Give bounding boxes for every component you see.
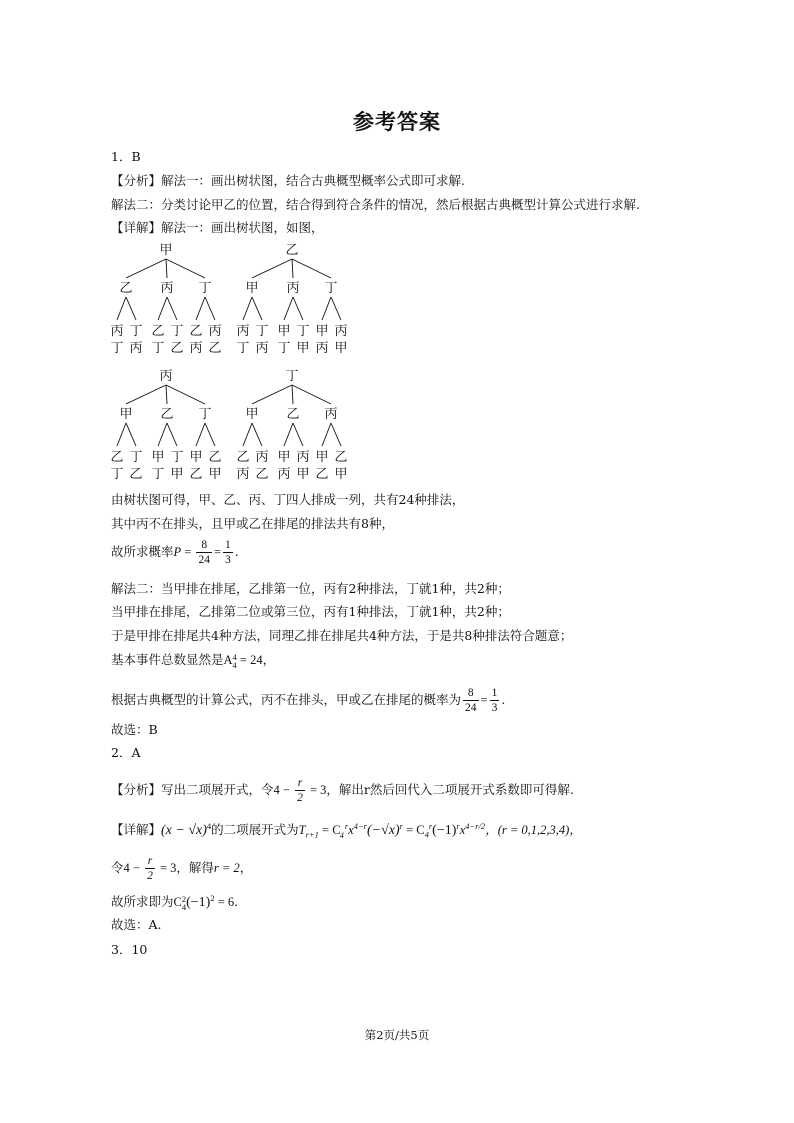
fraction-8-24 — [196, 538, 212, 567]
tree-node: 丙 — [286, 281, 300, 296]
term-symbol: T — [298, 823, 306, 838]
tree-branch — [331, 297, 341, 320]
comb-symbol: C — [173, 895, 182, 910]
tree-leaf: 乙 — [255, 467, 269, 482]
formula: = C — [318, 823, 341, 838]
tree-leaf: 丁 — [236, 341, 250, 356]
tree-node: 甲 — [245, 407, 259, 422]
tree-leaf: 乙 — [170, 341, 184, 356]
tree-leaf: 丁 — [151, 341, 165, 356]
tree-branch — [158, 423, 167, 446]
q1-line5: 当甲排在排尾，乙排第二位或第三位，丙有1种排法，丁就1种，共2种； — [111, 604, 510, 619]
tree-node: 乙 — [160, 407, 174, 422]
fraction-1-3 — [490, 686, 500, 715]
q1-answer: 故选：B — [111, 722, 158, 737]
tree-leaf: 丙 — [315, 341, 329, 356]
fraction-r-2 — [295, 776, 305, 805]
frac-num: 1 — [491, 687, 498, 699]
neg-one: (−1) — [186, 895, 211, 911]
formula-neg-sqrt: (−√x) — [366, 823, 400, 839]
tree-leaf: 甲 — [151, 450, 165, 465]
tree-branch — [243, 297, 252, 320]
sub: 4 — [232, 659, 237, 670]
tree-branch — [196, 297, 205, 320]
tree-leaf: 甲 — [334, 341, 348, 356]
tree-leaf: 甲 — [277, 324, 291, 339]
tree-leaf: 丁 — [170, 324, 184, 339]
analysis-text: 【分析】写出二项展开式，令 — [111, 782, 274, 797]
tree-branch — [292, 385, 293, 404]
tree-leaf: 甲 — [334, 467, 348, 482]
arrangement-symbol: A — [223, 653, 233, 667]
tree-node: 丙 — [324, 407, 338, 422]
frac-den: 3 — [225, 554, 231, 566]
tree-leaf: 丁 — [110, 467, 124, 482]
tree-node: 甲 — [119, 407, 133, 422]
tree-leaf: 丙 — [129, 341, 143, 356]
tree-leaf: 甲 — [170, 467, 184, 482]
binomial-expr: (x − √x) — [161, 823, 207, 839]
tree-leaf: 乙 — [334, 450, 348, 465]
tree-node: 丁 — [324, 281, 338, 296]
tree-branch — [166, 259, 167, 278]
tree-branch — [196, 423, 205, 446]
q2-let — [111, 854, 252, 883]
q2-answer: 故选：A. — [111, 917, 162, 932]
tree-branch — [126, 297, 136, 320]
tree-leaf: 乙 — [151, 324, 165, 339]
tree-leaf: 丙 — [255, 341, 269, 356]
let-label: 令 — [111, 860, 124, 875]
frac-num: r — [295, 776, 305, 791]
tree-branch — [292, 385, 331, 404]
tree-root: 乙 — [285, 243, 299, 258]
tree-leaf: 丙 — [277, 467, 291, 482]
tree-leaf: 丙 — [208, 324, 222, 339]
tree-node: 甲 — [245, 281, 259, 296]
r-range: ，(r = 0,1,2,3,4)， — [485, 823, 582, 838]
prob-statement: 根据古典概型的计算公式，丙不在排头，甲或乙在排尾的概率为 — [111, 692, 462, 707]
tree-branch — [292, 259, 293, 278]
tree-leaf: 乙 — [110, 450, 124, 465]
tree-leaf: 乙 — [208, 341, 222, 356]
q2-head: 2．A — [111, 745, 141, 760]
tree-branch — [252, 259, 292, 278]
formula-x: x — [348, 823, 354, 838]
tree-branch — [158, 297, 167, 320]
tree-diagrams — [108, 238, 368, 488]
tree-branch — [126, 423, 136, 446]
expr: 4 − — [273, 783, 294, 797]
eq-sign: = — [181, 545, 195, 559]
tree-leaf: 甲 — [189, 450, 203, 465]
tree-branch — [243, 423, 252, 446]
tree-branch — [205, 423, 215, 446]
tree-leaf: 丁 — [277, 341, 291, 356]
formula-eq: = C — [402, 823, 425, 838]
tree-node: 丁 — [198, 281, 212, 296]
tree-leaf: 丁 — [129, 450, 143, 465]
tree-leaf: 丁 — [255, 324, 269, 339]
tree-branch — [252, 423, 262, 446]
tree-leaf: 乙 — [129, 467, 143, 482]
formula-neg-one: (−1) — [432, 823, 457, 839]
power: 4 — [206, 821, 212, 831]
pow: 2 — [210, 893, 215, 903]
tree-branch — [284, 423, 293, 446]
tree-branch — [166, 385, 167, 404]
q1-line8: 根据古典概型的计算公式，丙不在排头，甲或乙在排尾的概率为 $\frac{8}{24}$ = $\frac{1}{3}$ . — [111, 687, 506, 714]
tree-branch — [252, 297, 262, 320]
tree-branch — [331, 423, 341, 446]
tree-branch — [322, 297, 331, 320]
fraction-r-2 — [145, 854, 155, 883]
tree-root: 甲 — [159, 243, 173, 258]
r-value: r = 2 — [213, 861, 240, 875]
expr: 4 − — [123, 861, 144, 875]
tree-branch — [126, 259, 166, 278]
tree-leaf: 丙 — [110, 324, 124, 339]
tree-leaf: 乙 — [189, 467, 203, 482]
page-title: 参考答案 — [353, 110, 441, 134]
tree-node: 乙 — [286, 407, 300, 422]
tree-node: 乙 — [119, 281, 133, 296]
tree-leaf: 丙 — [236, 324, 250, 339]
eq: = 3 — [306, 783, 327, 797]
tree-branch — [284, 297, 293, 320]
eq-24: = 24， — [236, 653, 276, 667]
tree-leaf: 丙 — [255, 450, 269, 465]
tree-leaf: 乙 — [315, 467, 329, 482]
fraction-1-3 — [223, 538, 233, 567]
tree-node: 丙 — [160, 281, 174, 296]
q2-analysis — [111, 776, 574, 805]
frac-den: 24 — [198, 554, 210, 566]
tree-leaf: 丙 — [296, 450, 310, 465]
q1-analysis: 【分析】解法一：画出树状图，结合古典概型概率公式即可求解. — [111, 173, 465, 188]
tree-leaf: 甲 — [277, 450, 291, 465]
formula-x2: x — [459, 823, 466, 838]
eq-6: = 6 — [214, 895, 235, 910]
tree-leaf: 丙 — [334, 324, 348, 339]
tree-leaf: 丁 — [129, 324, 143, 339]
tree-leaf: 丁 — [151, 467, 165, 482]
tree-branch — [293, 297, 303, 320]
q2-detail: 【详解】$(x - √x)^4$的二项展开式为$T_{r+1} = C_4^rx^{4-r}(-√x)^r = C_4^r(-1)^rx^{4-r/2}$，(r = 0,1,2,3,4)， — [111, 821, 582, 840]
tree-leaf: 甲 — [315, 324, 329, 339]
tree-leaf: 乙 — [236, 450, 250, 465]
q1-analysis2: 解法二：分类讨论甲乙的位置，结合得到符合条件的情况，然后根据古典概型计算公式进行求解. — [111, 197, 640, 212]
term-sub: r+1 — [305, 829, 319, 840]
result-label: 故所求即为 — [111, 894, 174, 910]
basic-events-label: 基本事件总数显然是 — [111, 652, 224, 667]
frac-num: 1 — [225, 539, 231, 551]
tree-branch — [167, 297, 177, 320]
tree-branch — [322, 423, 331, 446]
q1-line2: 其中丙不在排头，且甲或乙在排尾的排法共有8种， — [111, 516, 394, 531]
tree-branch — [166, 385, 205, 404]
prob-label: 故所求概率 — [111, 544, 174, 559]
detail-label: 【详解】 — [111, 822, 162, 838]
q1-line6: 于是甲排在排尾共4种方法，同理乙排在排尾共4种方法，于是共8种排法符合题意； — [111, 628, 573, 643]
tree-branch — [126, 385, 166, 404]
tree-leaf: 甲 — [315, 450, 329, 465]
tree-root: 丁 — [285, 369, 299, 384]
tree-leaf: 丙 — [189, 341, 203, 356]
q1-line1: 由树状图可得，甲、乙、丙、丁四人排成一列，共有24种排法， — [111, 492, 465, 507]
tree-branch — [205, 297, 215, 320]
q1-line3: 故所求概率P = $\frac{8}{24}$ = $\frac{1}{3}$ . — [111, 539, 239, 566]
tree-branch — [166, 259, 205, 278]
tree-leaf: 丁 — [170, 450, 184, 465]
q1-line4: 解法二：当甲排在排尾，乙排第一位，丙有2种排法，丁就1种，共2种； — [111, 581, 510, 596]
prob-symbol: P — [173, 545, 182, 559]
tree-branch — [293, 423, 303, 446]
tree-branch — [117, 423, 126, 446]
detail-mid: 的二项展开式为 — [211, 822, 299, 838]
tree-branch — [292, 259, 331, 278]
tree-leaf: 丁 — [110, 341, 124, 356]
tree-leaf: 丙 — [236, 467, 250, 482]
tree-leaf: 甲 — [296, 341, 310, 356]
sup: 4 — [232, 651, 237, 662]
tree-leaf: 乙 — [189, 324, 203, 339]
tree-leaf: 甲 — [296, 467, 310, 482]
tree-leaf: 丁 — [296, 324, 310, 339]
q1-detail: 【详解】解法一：画出树状图，如图， — [111, 220, 324, 235]
analysis-suffix: ，解出r然后回代入二项展开式系数即可得解. — [326, 782, 574, 797]
frac-num: 8 — [463, 686, 479, 701]
fraction-8-24 — [463, 686, 479, 715]
tree-root: 丙 — [159, 369, 173, 384]
eq: = 3 — [156, 861, 177, 875]
q2-result: 故所求即为C 2 4 $(-1)^2 = 6$. — [111, 893, 239, 912]
end: . — [234, 894, 239, 910]
q1-head: 1．B — [111, 149, 141, 164]
tree-branch — [117, 297, 126, 320]
page-footer: 第2页/共5页 — [364, 1028, 430, 1042]
q1-line7 — [111, 651, 275, 669]
let-end: ， — [239, 860, 253, 875]
frac-num: 8 — [196, 538, 212, 553]
q3-head: 3．10 — [111, 942, 148, 957]
tree-leaf: 乙 — [208, 450, 222, 465]
frac-den: 2 — [297, 792, 303, 804]
tree-leaf: 甲 — [208, 467, 222, 482]
tree-branch — [167, 423, 177, 446]
frac-num: r — [145, 854, 155, 869]
let-mid: ，解得 — [176, 860, 214, 875]
frac-den: 3 — [491, 702, 498, 714]
frac-den: 2 — [147, 870, 153, 882]
tree-branch — [252, 385, 292, 404]
frac-den: 24 — [465, 702, 477, 714]
tree-node: 丁 — [198, 407, 212, 422]
